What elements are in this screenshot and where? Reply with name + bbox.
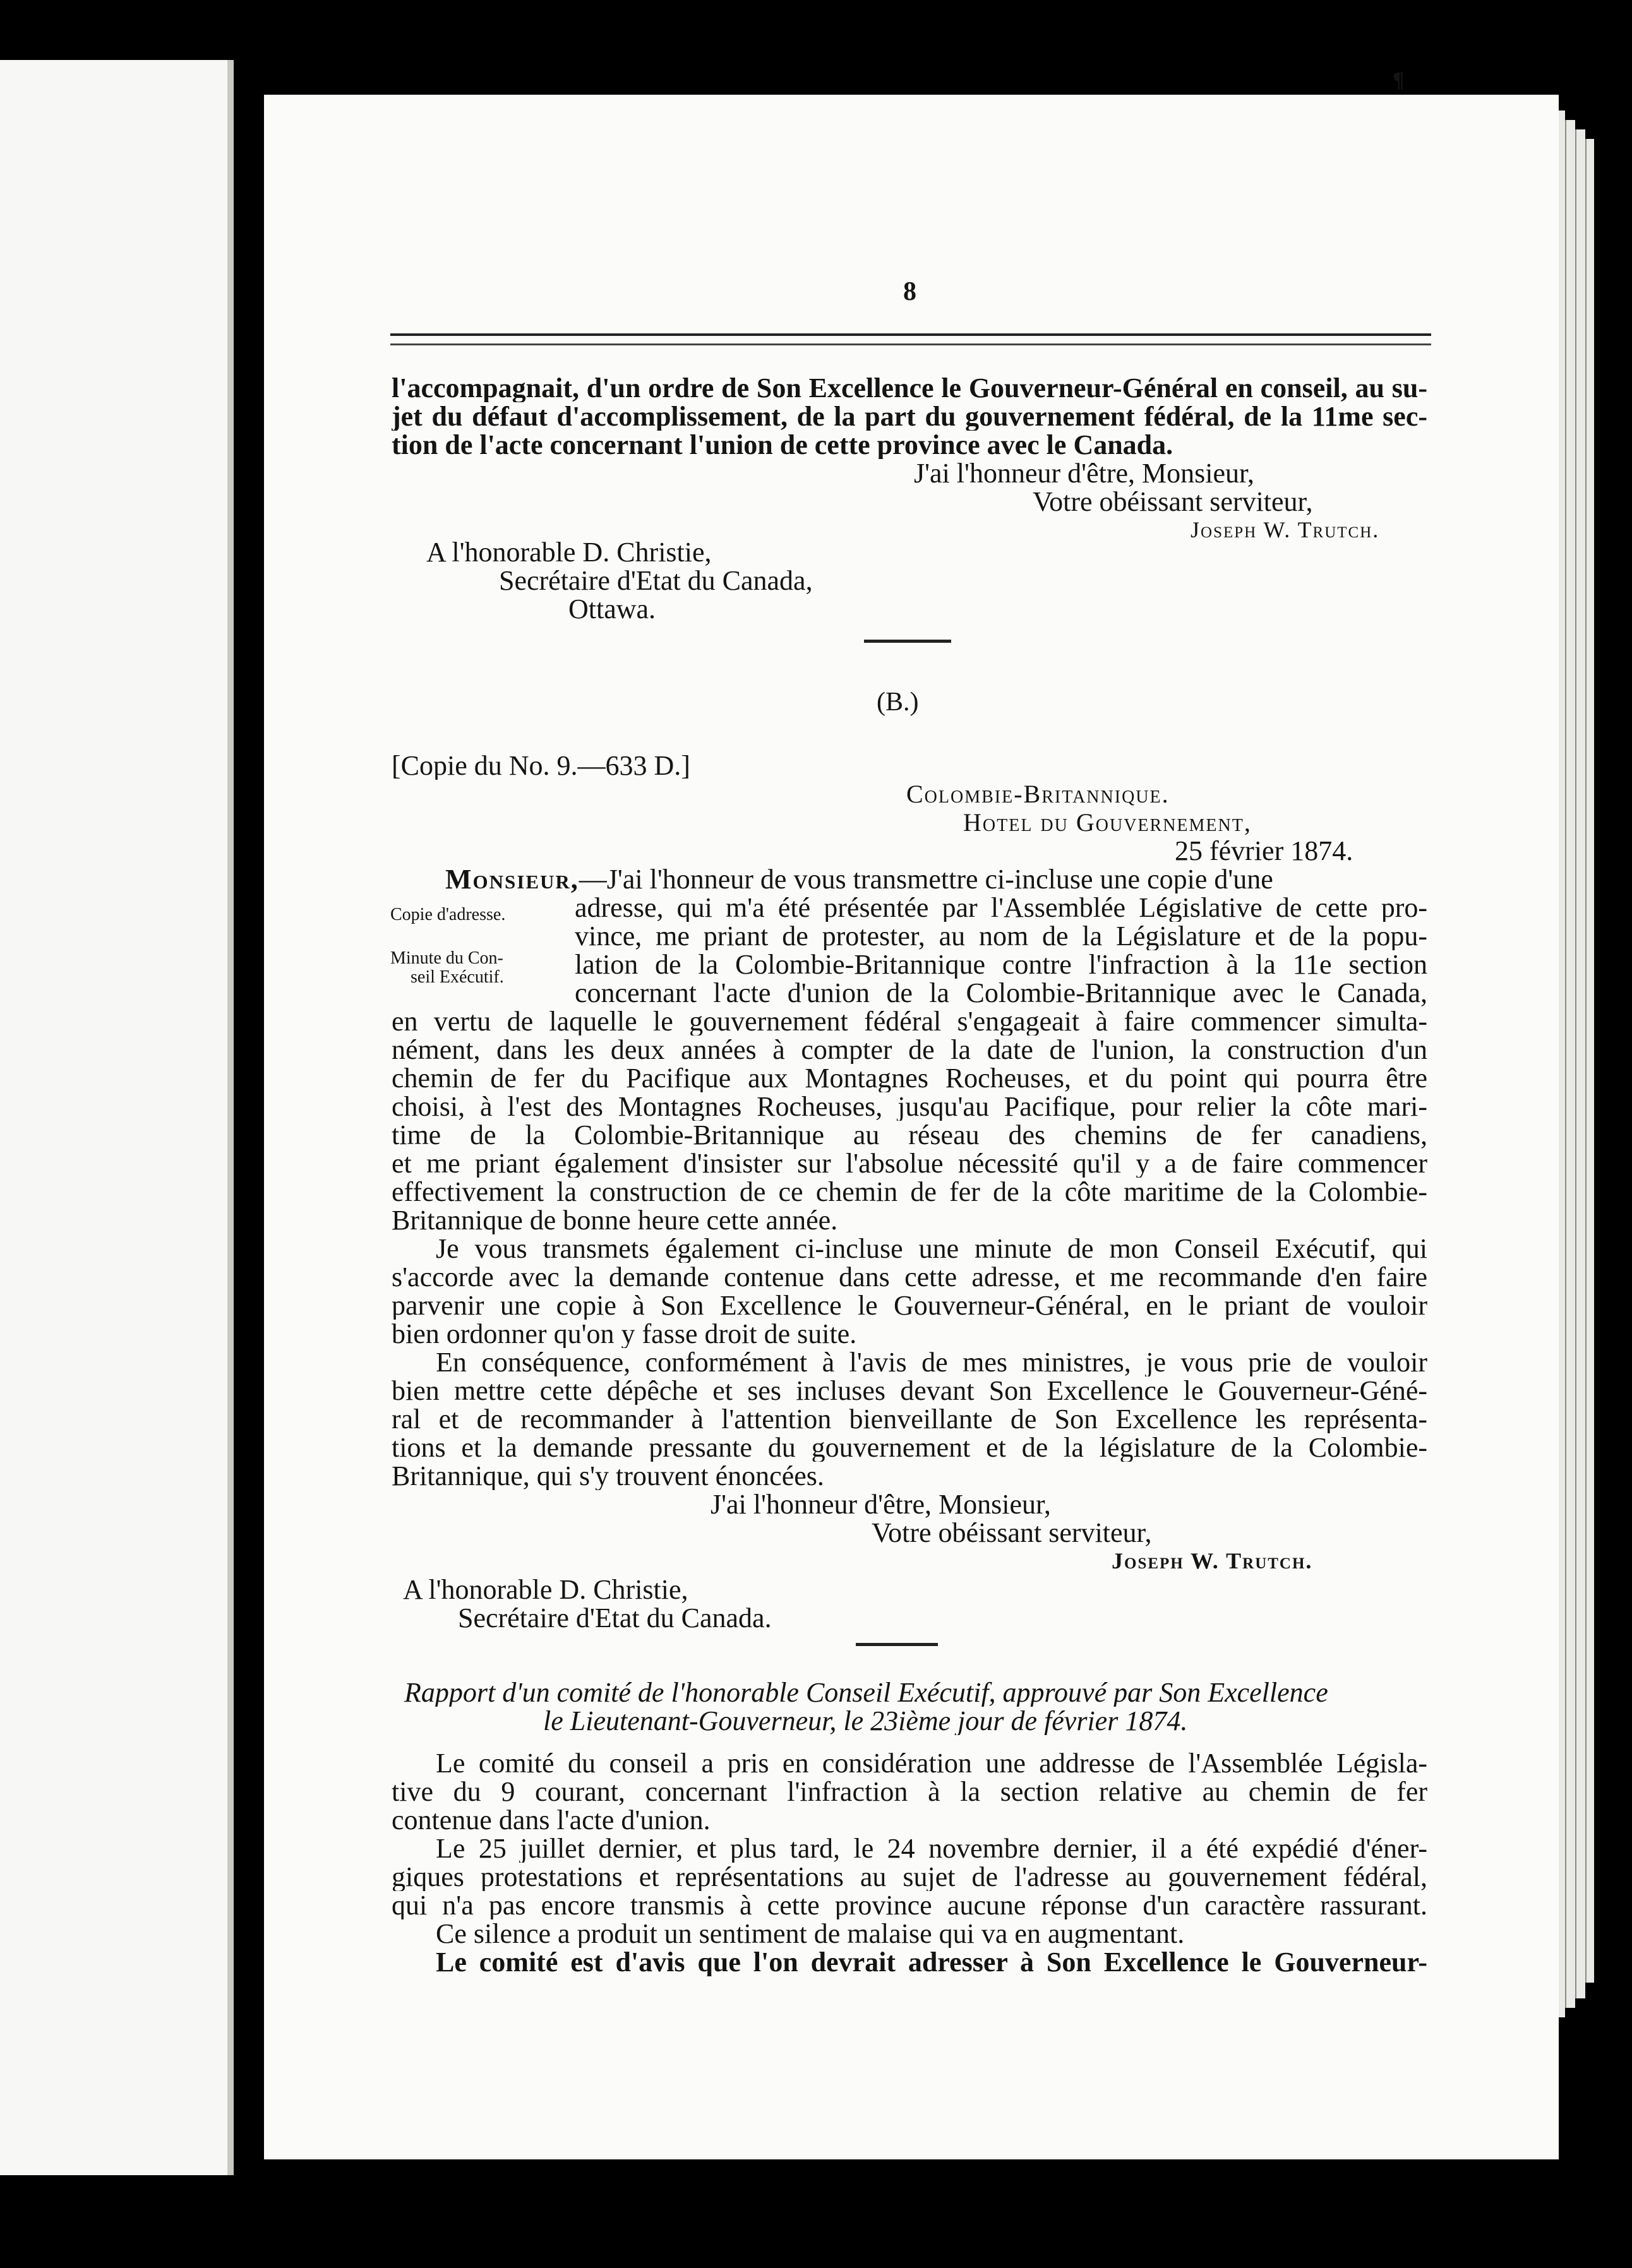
signature: Joseph W. Trutch. (1112, 1548, 1313, 1573)
page-number: 8 (903, 277, 916, 306)
text-line: lation de la Colombie-Britannique contre l'infraction à la 11e section (575, 950, 1427, 979)
text-line: bien mettre cette dépêche et ses incluses devant Son Excellence le Gouverneur-Géné- (392, 1376, 1427, 1405)
addressee-line: Ottawa. (568, 595, 656, 623)
section-b-label: (B.) (877, 688, 919, 717)
text-line: en vertu de laquelle le gouvernement fédéral s'engageait à faire commencer simulta- (392, 1007, 1427, 1036)
text-line: adresse, qui m'a été présentée par l'Assemblée Législative de cette pro- (575, 893, 1427, 922)
header-rule (390, 333, 1431, 345)
rapport-body (392, 1749, 1427, 1976)
page-stack-edge (1565, 120, 1575, 2008)
margin-note-copie: Copie d'adresse. (390, 905, 506, 924)
page-stack-edge (1575, 129, 1585, 1998)
margin-note-minute: Minute du Con- (390, 948, 503, 968)
closing-line: J'ai l'honneur d'être, Monsieur, (711, 1490, 1051, 1519)
closing-line: Votre obéissant serviteur, (1033, 487, 1313, 516)
addressee-line: Secrétaire d'Etat du Canada, (499, 566, 813, 595)
letter1-addressee (392, 538, 1427, 623)
text-line: jet du défaut d'accomplissement, de la part du gouvernement fédéral, de la 11me sec- (392, 402, 1427, 431)
text-line: contenue dans l'acte d'union. (392, 1806, 711, 1834)
text-line: chemin de fer du Pacifique aux Montagnes Rocheuses, et du point qui pourra être (392, 1064, 1427, 1092)
margin-note-minute: seil Exécutif. (411, 967, 504, 987)
text-line: time de la Colombie-Britannique au réseau des chemins de fer canadiens, (392, 1121, 1427, 1149)
text-line: Britannique, qui s'y trouvent énoncées. (392, 1462, 824, 1490)
text-line: tions et la demande pressante du gouvernement et de la législature de la Colombie- (392, 1433, 1427, 1462)
addressee-line: Secrétaire d'Etat du Canada. (458, 1604, 772, 1632)
section-label (392, 688, 1427, 717)
text-line: et me priant également d'insister sur l'absolue nécessité qu'il y a de faire commencer (392, 1149, 1427, 1178)
letter2-header (392, 780, 1427, 865)
closing-line: Votre obéissant serviteur, (872, 1519, 1152, 1547)
text-fragment: —J'ai l'honneur de vous transmettre ci-incluse une copie d'une (579, 865, 1273, 893)
facing-page-edge (227, 60, 234, 2175)
addressee-line: A l'honorable D. Christie, (426, 538, 712, 566)
salutation: Monsieur, (445, 865, 579, 893)
text-line: concernant l'acte d'union de la Colombie-Britannique avec le Canada, (575, 979, 1427, 1007)
text-line: nément, dans les deux années à compter de la date de l'union, la construction d'un (392, 1036, 1427, 1064)
text-line: choisi, à l'est des Montagnes Rocheuses, jusqu'au Pacifique, pour relier la côte mari- (392, 1092, 1427, 1121)
date-heading: 25 février 1874. (1175, 837, 1353, 865)
page-stack-edge (1585, 139, 1594, 1983)
text-line: giques protestations et représentations au sujet de l'adresse au gouvernement fédéral, (392, 1863, 1427, 1891)
text-line: qui n'a pas encore transmis à cette province aucune réponse d'un caractère rassurant. (392, 1891, 1427, 1919)
section-separator (856, 1643, 938, 1646)
text-line: Ce silence a produit un sentiment de malaise qui va en augmentant. (436, 1919, 1185, 1948)
closing-line: J'ai l'honneur d'être, Monsieur, (914, 459, 1254, 487)
text-line: Je vous transmets également ci-incluse une minute de mon Conseil Exécutif, qui (436, 1234, 1427, 1263)
rapport-title-line: le Lieutenant-Gouverneur, le 23ième jour de février 1874. (543, 1707, 1188, 1735)
text-line: s'accorde avec la demande contenue dans cette adresse, et me recommande d'en faire (392, 1263, 1427, 1291)
letter1-closing (392, 459, 1427, 544)
place-heading: Hotel du Gouvernement, (963, 808, 1252, 837)
paragraph-mark: ¶ (1393, 68, 1405, 92)
signature: Joseph W. Trutch. (1191, 517, 1380, 542)
letter2-body (392, 865, 1427, 1632)
facing-page (0, 60, 231, 2175)
section-separator (864, 640, 951, 643)
text-line: l'accompagnait, d'un ordre de Son Excellence le Gouverneur-Général en conseil, au su- (392, 374, 1427, 402)
text-line: En conséquence, conformément à l'avis de mes ministres, je vous prie de vouloir (436, 1348, 1427, 1376)
province-heading: Colombie-Britannique. (906, 780, 1170, 808)
rapport-heading (392, 1678, 1427, 1735)
rapport-title-line: Rapport d'un comité de l'honorable Conseil Exécutif, approuvé par Son Excellence (404, 1678, 1328, 1707)
text-line: ral et de recommander à l'attention bienveillante de Son Excellence les représenta- (392, 1405, 1427, 1433)
text-line: Le comité est d'avis que l'on devrait adresser à Son Excellence le Gouverneur- (436, 1948, 1427, 1976)
text-line: Le 25 juillet dernier, et plus tard, le 24 novembre dernier, il a été expédié d'éner- (436, 1834, 1427, 1863)
copy-reference (392, 751, 1427, 780)
text-line: parvenir une copie à Son Excellence le Gouverneur-Général, en le priant de vouloir (392, 1291, 1427, 1320)
text-line: Le comité du conseil a pris en considération une addresse de l'Assemblée Législa- (436, 1749, 1427, 1777)
copy-ref: [Copie du No. 9.—633 D.] (392, 751, 690, 780)
text-line: vince, me priant de protester, au nom de la Législature et de la popu- (575, 922, 1427, 950)
text-line: bien ordonner qu'on y fasse droit de suite. (392, 1320, 857, 1348)
text-line: Britannique de bonne heure cette année. (392, 1206, 838, 1234)
text-line: effectivement la construction de ce chemin de fer de la côte maritime de la Colombie- (392, 1178, 1427, 1206)
text-line: tion de l'acte concernant l'union de cette province avec le Canada. (392, 431, 1173, 459)
letter1-body (392, 374, 1427, 459)
text-line: tive du 9 courant, concernant l'infraction à la section relative au chemin de fer (392, 1777, 1427, 1806)
text-line (392, 865, 1427, 893)
addressee-line: A l'honorable D. Christie, (403, 1575, 688, 1604)
